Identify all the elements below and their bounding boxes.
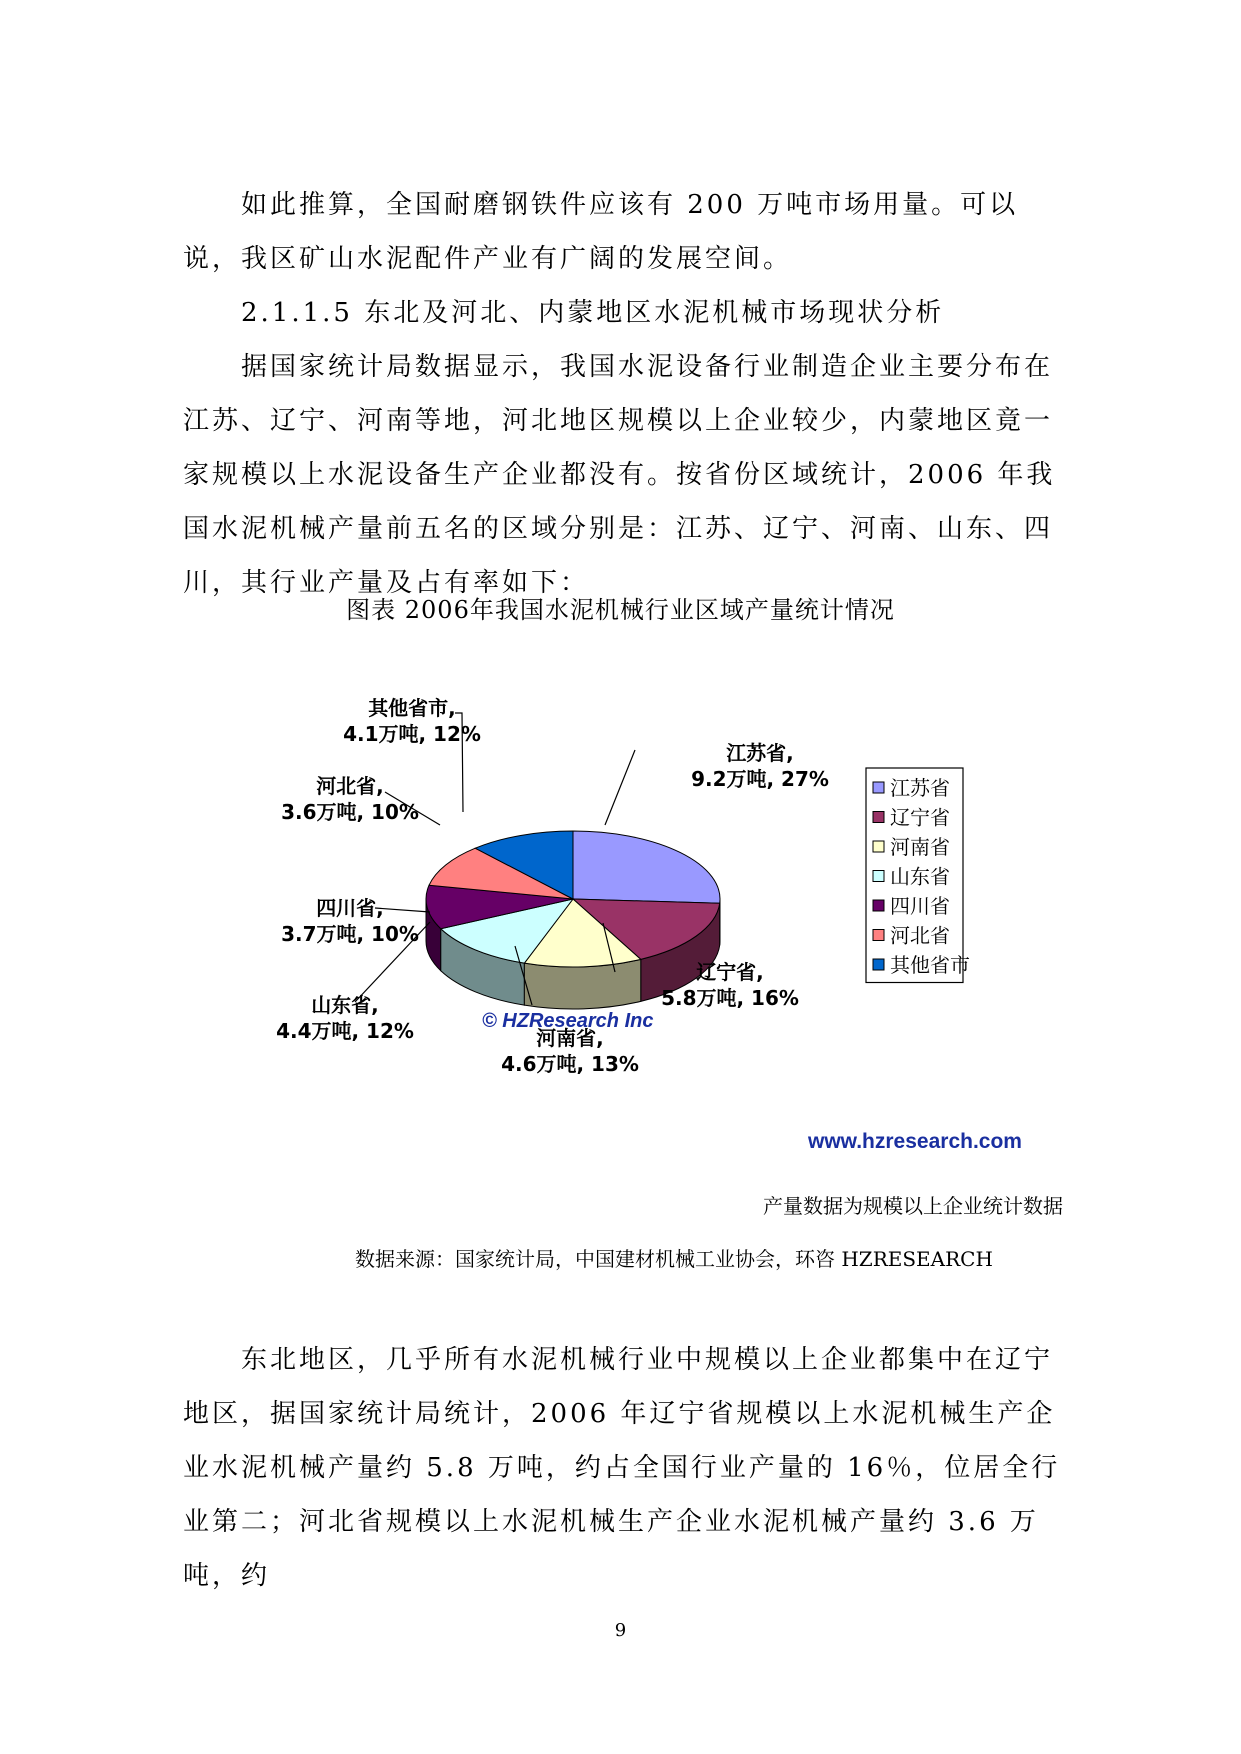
leader-line-0 [605, 750, 635, 825]
page-number: 9 [614, 1620, 627, 1641]
watermark: © HZResearch Inc [482, 1010, 654, 1032]
pie-layer [426, 831, 720, 1009]
legend-label-3: 山东省 [890, 864, 950, 889]
chart-url: www.hzresearch.com [808, 1130, 1022, 1153]
data-label-3: 山东省, 4.4万吨, 12% [276, 993, 414, 1043]
legend-label-1: 辽宁省 [890, 805, 950, 830]
legend-label-6: 其他省市 [890, 953, 970, 977]
legend-swatch-1 [873, 812, 884, 823]
data-label-0: 江苏省, 9.2万吨, 27% [691, 741, 829, 791]
legend-swatch-6 [873, 959, 884, 970]
paragraph-3: 东北地区，几乎所有水泥机械行业中规模以上企业都集中在辽宁地区，据国家统计局统计，2006 年辽宁省规模以上水泥机械生产企业水泥机械产量约 5.8 万吨，约占全国行业产量的 16％，位居全行业第二；河北省规模以上水泥机械生产企业水泥机械产量约 3.6 万吨，约 [183, 1345, 1061, 1591]
legend-label-4: 四川省 [890, 894, 950, 918]
legend-swatch-5 [873, 930, 884, 941]
chart-caption: 图表 2006年我国水泥机械行业区域产量统计情况 [346, 596, 895, 624]
legend-swatch-4 [873, 900, 884, 911]
legend-swatch-2 [873, 841, 884, 852]
data-label-6: 其他省市, 4.1万吨, 12% [343, 696, 481, 746]
paragraph-2: 据国家统计局数据显示，我国水泥设备行业制造企业主要分布在江苏、辽宁、河南等地，河北地区规模以上企业较少，内蒙地区竟一家规模以上水泥设备生产企业都没有。按省份区域统计，2006 年我国水泥机械产量前五名的区域分别是：江苏、辽宁、河南、山东、四川，其行业产量及占有率如下： [183, 352, 1056, 598]
paragraph-1: 如此推算，全国耐磨钢铁件应该有 200 万吨市场用量。可以说，我区矿山水泥配件产业有广阔的发展空间。 [183, 190, 1019, 274]
pie-chart [260, 696, 1080, 1160]
data-label-4: 四川省, 3.7万吨, 10% [281, 896, 419, 946]
legend-label-0: 江苏省 [890, 776, 950, 800]
data-label-5: 河北省, 3.6万吨, 10% [281, 774, 419, 824]
legend-swatch-3 [873, 871, 884, 882]
legend-swatch-0 [873, 782, 884, 793]
source-text: 数据来源：国家统计局，中国建材机械工业协会，环咨 HZRESEARCH [355, 1247, 993, 1271]
pie-slice-0 [573, 831, 720, 903]
legend-label-5: 河北省 [890, 923, 950, 948]
section-heading: 2.1.1.5 东北及河北、内蒙地区水泥机械市场现状分析 [241, 298, 945, 328]
legend-label-2: 河南省 [890, 835, 950, 859]
note-text: 产量数据为规模以上企业统计数据 [763, 1194, 1063, 1218]
data-label-1: 辽宁省, 5.8万吨, 16% [661, 960, 799, 1010]
legend [866, 768, 970, 983]
data-label-2: 河南省, 4.6万吨, 13% [501, 1026, 639, 1076]
